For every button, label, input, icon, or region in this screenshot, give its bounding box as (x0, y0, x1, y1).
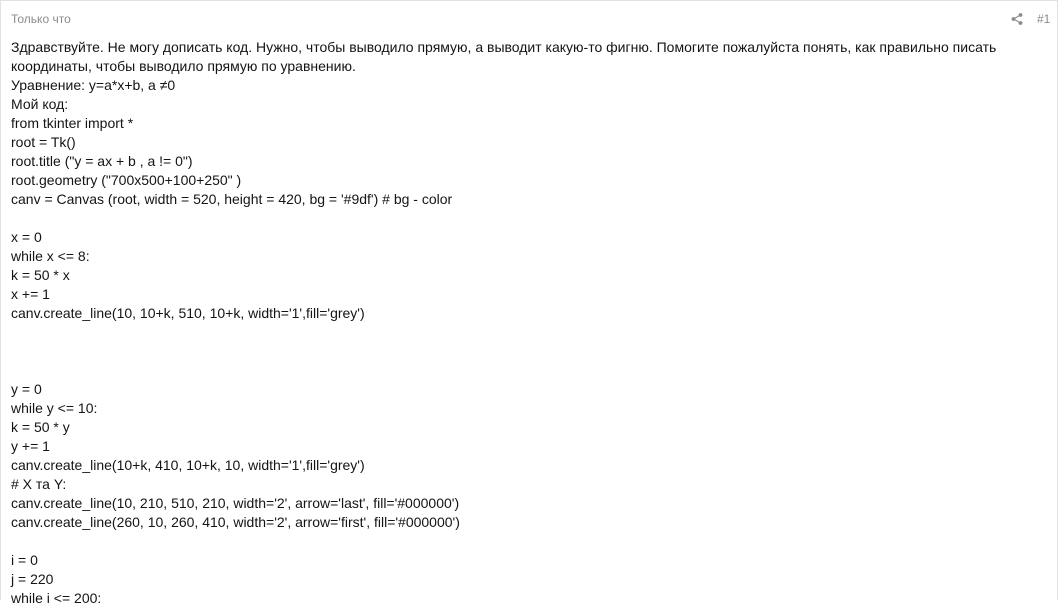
post-text-line: x = 0 (11, 229, 42, 245)
post-body (11, 38, 1046, 608)
blank-line (11, 209, 1046, 228)
post-permalink[interactable]: #1 (1037, 12, 1051, 26)
post-text-line: canv.create_line(260, 10, 260, 410, width='2', arrow='first', fill='#000000') (11, 514, 460, 530)
post-text-line: while x <= 8: (11, 248, 90, 264)
post-header (1, 1, 1059, 37)
post-text-line: from tkinter import * (11, 115, 134, 131)
post-timestamp[interactable]: Только что (11, 12, 71, 26)
post-text-line: Уравнение: y=a*x+b, a ≠0 (11, 77, 176, 93)
post-text-line: root = Tk() (11, 134, 76, 150)
blank-line (11, 532, 1046, 551)
post-text-line: canv = Canvas (root, width = 520, height = 420, bg = '#9df') # bg - color (11, 191, 453, 207)
post-text-line: while y <= 10: (11, 400, 98, 416)
post-text-line: x += 1 (11, 286, 50, 302)
post-text-line: root.title ("y = ax + b , a != 0") (11, 153, 193, 169)
post-text-line: canv.create_line(10, 10+k, 510, 10+k, width='1',fill='grey') (11, 305, 365, 321)
blank-line (11, 342, 1046, 361)
post-text-line: while i <= 200: (11, 590, 102, 606)
blank-line (11, 323, 1046, 342)
post-text-line: k = 50 * y (11, 419, 70, 435)
post-text-line: y += 1 (11, 438, 50, 454)
post-text-line: canv.create_line(10, 210, 510, 210, width='2', arrow='last', fill='#000000') (11, 495, 460, 511)
post-text-line: Здравствуйте. Не могу дописать код. Нужно, чтобы выводило прямую, а выводит какую-то фигню. Помогите пожалуйста понять, как правильно писать координаты, чтобы выводило прямую по уравнению. (11, 39, 1001, 74)
post-text-line: # X та Y: (11, 476, 67, 492)
share-icon[interactable] (1010, 12, 1024, 26)
blank-line (11, 361, 1046, 380)
post-text-line: Мой код: (11, 96, 69, 112)
post-text-line: i = 0 (11, 552, 38, 568)
post-text-line: canv.create_line(10+k, 410, 10+k, 10, width='1',fill='grey') (11, 457, 365, 473)
post-text-line: y = 0 (11, 381, 42, 397)
post-text-line: root.geometry ("700x500+100+250" ) (11, 172, 242, 188)
post-text-line: j = 220 (11, 571, 54, 587)
post-text-line: k = 50 * x (11, 267, 70, 283)
